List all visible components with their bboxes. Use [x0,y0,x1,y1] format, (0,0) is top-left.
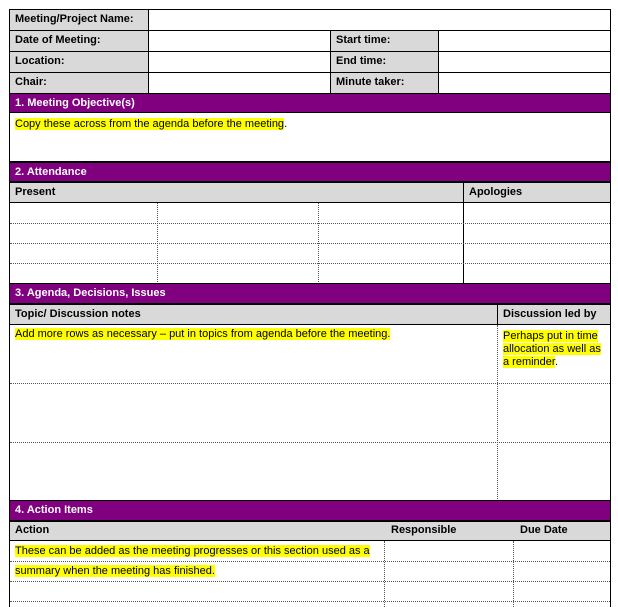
agenda-led-note-tail: . [554,356,559,368]
meeting-name-field[interactable] [148,9,611,31]
objectives-note-tail: . [284,118,288,130]
attendance-row-divider [10,263,610,264]
location-label: Location: [9,51,149,73]
end-time-field[interactable] [438,51,611,73]
actions-row-divider [10,581,610,582]
objectives-body[interactable] [9,113,611,162]
attendance-section-title: 2. Attendance [9,162,611,182]
agenda-row-divider [10,442,610,443]
chair-label: Chair: [9,72,149,94]
actions-col-divider [384,541,385,607]
start-time-field[interactable] [438,30,611,52]
actions-note-line-2: summary when the meeting has finished. [15,565,215,577]
action-header: Action [15,524,50,536]
actions-col-divider [513,541,514,607]
agenda-led-note-line-3: a reminder [503,356,555,368]
agenda-section-title: 3. Agenda, Decisions, Issues [9,283,611,304]
actions-section-title: 4. Action Items [9,500,611,521]
date-of-meeting-label: Date of Meeting: [9,30,149,52]
agenda-col-divider [497,325,498,501]
agenda-led-note-line-2: allocation as well as [503,343,601,355]
objectives-note: Copy these across from the agenda before the meeting [15,118,285,130]
minute-taker-field[interactable] [438,72,611,94]
discussion-led-header: Discussion led by [497,304,611,325]
agenda-led-note-line-1: Perhaps put in time [503,330,598,342]
end-time-label: End time: [330,51,439,73]
objectives-section-title: 1. Meeting Objective(s) [9,93,611,113]
attendance-row-divider [10,223,610,224]
topic-header: Topic/ Discussion notes [9,304,498,325]
actions-row-divider [10,561,610,562]
start-time-label: Start time: [330,30,439,52]
agenda-topic-note: Add more rows as necessary – put in topics from agenda before the meeting. [15,328,391,340]
present-header: Present [9,182,464,203]
actions-note-line-1: These can be added as the meeting progresses or this section used as a [15,545,370,557]
due-date-header: Due Date [520,524,568,536]
actions-row-divider [10,601,610,602]
attendance-row-divider [10,243,610,244]
apologies-header: Apologies [463,182,611,203]
meeting-name-label: Meeting/Project Name: [9,9,149,31]
chair-field[interactable] [148,72,331,94]
responsible-header: Responsible [391,524,457,536]
date-of-meeting-field[interactable] [148,30,331,52]
location-field[interactable] [148,51,331,73]
minute-taker-label: Minute taker: [330,72,439,94]
agenda-row-divider [10,383,610,384]
